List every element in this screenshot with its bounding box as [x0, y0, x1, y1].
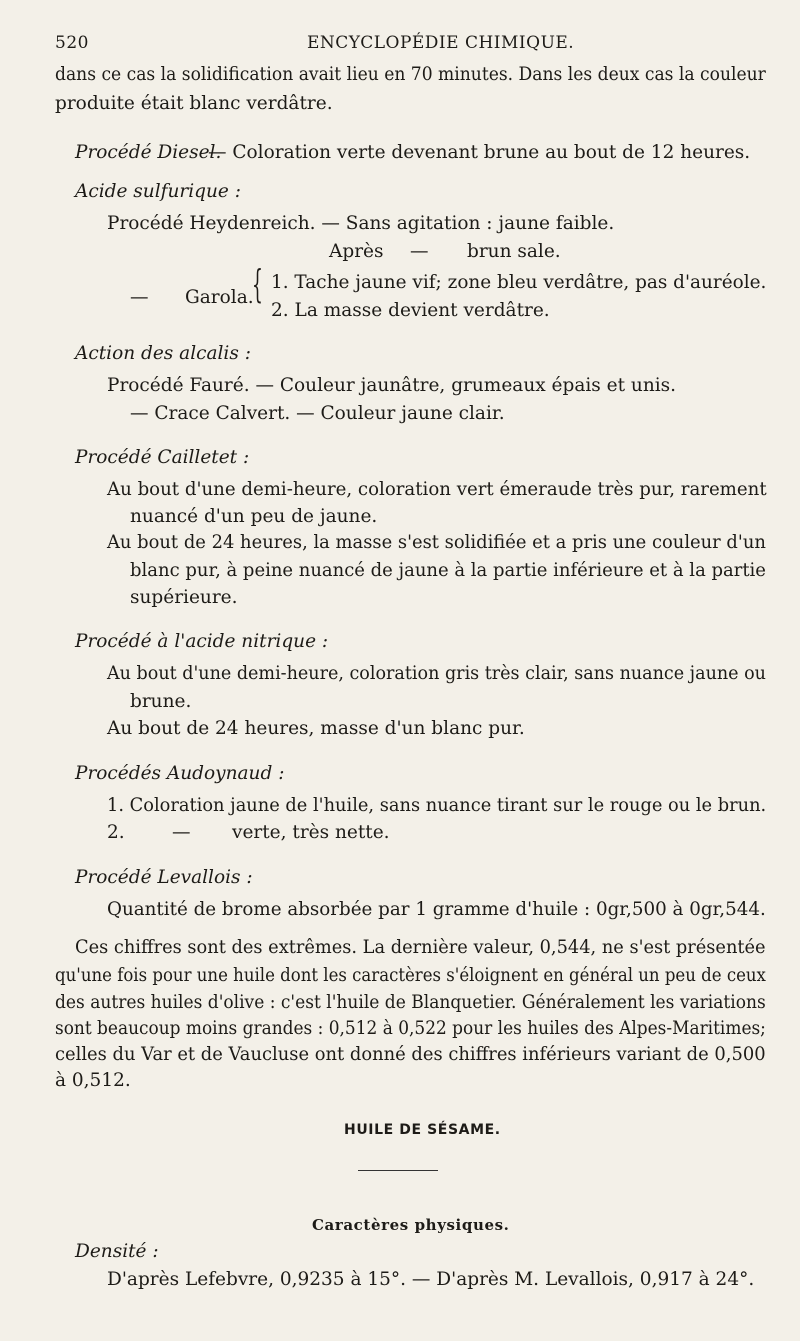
heading-audoynaud: Procédés Audoynaud : [75, 763, 285, 784]
text-line: dans ce cas la solidification avait lieu en 70 minutes. Dans les deux cas la couleur [55, 64, 766, 85]
text-line: qu'une fois pour une huile dont les caractères s'éloignent en général un peu de ceux [55, 965, 766, 986]
brace-open: { [252, 262, 263, 306]
text-line: celles du Var et de Vaucluse ont donné des chiffres inférieurs variant de 0,500 [55, 1044, 766, 1065]
text-line: verte, très nette. [232, 822, 390, 843]
text-line: blanc pur, à peine nuancé de jaune à la partie inférieure et à la partie [130, 560, 766, 581]
ditto-dash: — [130, 287, 149, 308]
text-line: — Crace Calvert. — Couleur jaune clair. [130, 403, 505, 424]
heading-acide-sulfurique: Acide sulfurique : [75, 181, 241, 202]
heading-diesel: Procédé Diesel. [75, 142, 222, 163]
heading-acide-nitrique: Procédé à l'acide nitrique : [75, 631, 329, 652]
text-line: Quantité de brome absorbée par 1 gramme d'huile : 0gr,500 à 0gr,544. [107, 899, 766, 920]
text-line: Au bout d'une demi-heure, coloration vert émeraude très pur, rarement [107, 479, 767, 500]
text-line: à 0,512. [55, 1070, 131, 1091]
text-line: brune. [130, 691, 192, 712]
text-line: Procédé Fauré. — Couleur jaunâtre, grumeaux épais et unis. [107, 375, 677, 396]
section-divider [358, 1170, 438, 1171]
text-line: Garola. [185, 287, 254, 308]
text-line: Après [329, 241, 384, 262]
text-line: sont beaucoup moins grandes : 0,512 à 0,522 pour les huiles des Alpes-Maritimes; [55, 1018, 766, 1039]
ditto-dash: — [410, 241, 429, 262]
heading-levallois: Procédé Levallois : [75, 867, 253, 888]
heading-densite: Densité : [75, 1241, 159, 1262]
text-line: Procédé Heydenreich. — Sans agitation : jaune faible. [107, 213, 615, 234]
text-line: — Coloration verte devenant brune au bout de 12 heures. [208, 142, 751, 163]
text-line: 2. [107, 822, 125, 843]
text-line: Au bout d'une demi-heure, coloration gris très clair, sans nuance jaune ou [107, 663, 766, 684]
subsection-title: Caractères physiques. [312, 1216, 510, 1234]
text-line: 1. Tache jaune vif; zone bleu verdâtre, pas d'auréole. [271, 272, 767, 293]
text-line: Au bout de 24 heures, masse d'un blanc pur. [107, 718, 525, 739]
text-line: 1. Coloration jaune de l'huile, sans nuance tirant sur le rouge ou le brun. [107, 795, 767, 816]
text-line: Ces chiffres sont des extrêmes. La dernière valeur, 0,544, ne s'est présentée [75, 937, 766, 958]
text-line: supérieure. [130, 587, 238, 608]
text-line: D'après Lefebvre, 0,9235 à 15°. — D'après M. Levallois, 0,917 à 24°. [107, 1269, 755, 1290]
running-title: ENCYCLOPÉDIE CHIMIQUE. [307, 33, 575, 53]
ditto-dash: — [172, 822, 191, 843]
text-line: Au bout de 24 heures, la masse s'est solidifiée et a pris une couleur d'un [107, 532, 766, 553]
page-number: 520 [55, 33, 89, 53]
section-title: HUILE DE SÉSAME. [344, 1122, 501, 1138]
text-line: produite était blanc verdâtre. [55, 93, 333, 114]
text-line: des autres huiles d'olive : c'est l'huile de Blanquetier. Généralement les variations [55, 992, 766, 1013]
text-line: brun sale. [467, 241, 561, 262]
text-line: 2. La masse devient verdâtre. [271, 300, 550, 321]
text-line: nuancé d'un peu de jaune. [130, 506, 378, 527]
heading-cailletet: Procédé Cailletet : [75, 447, 250, 468]
heading-action-alcalis: Action des alcalis : [75, 343, 251, 364]
